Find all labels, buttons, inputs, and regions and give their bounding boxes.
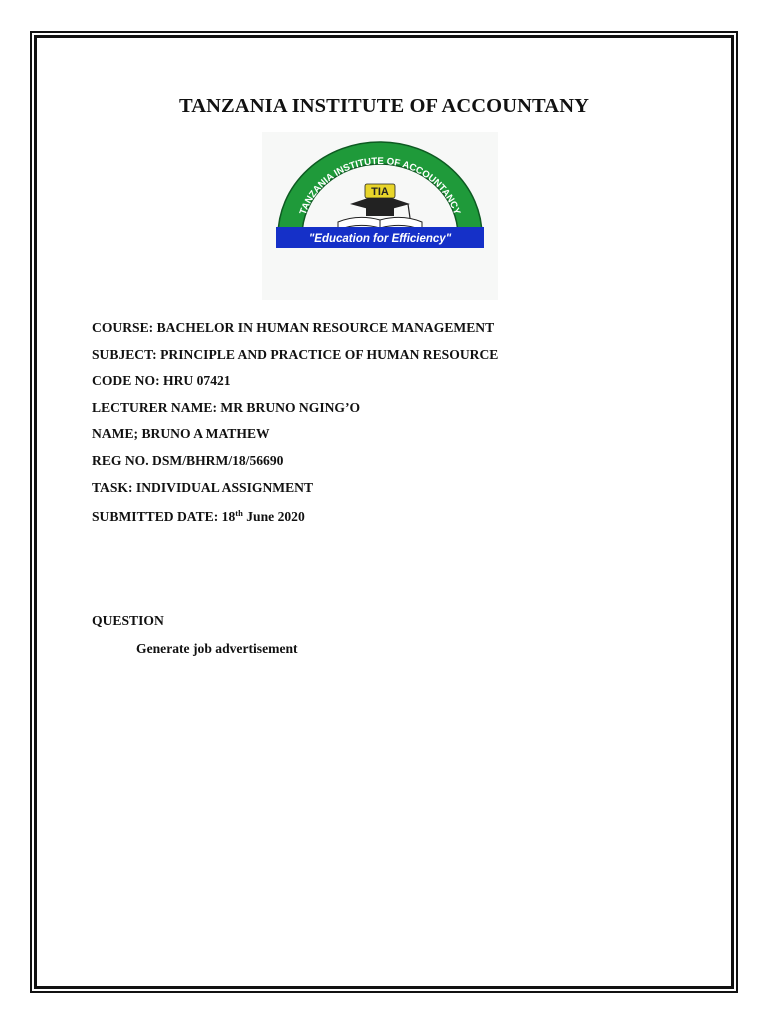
reg-no-line: REG NO. DSM/BHRM/18/56690 [92,452,284,468]
submitted-date-prefix: SUBMITTED DATE: 18 [92,509,236,525]
submitted-date-ordinal: th [235,508,243,519]
institute-logo [262,132,498,300]
question-heading: QUESTION [92,613,164,628]
question-text: Generate job advertisement [136,641,298,656]
name-line: NAME; BRUNO A MATHEW [92,426,270,442]
lecturer-line: LECTURER NAME: MR BRUNO NGING’O [92,399,361,415]
submitted-date-line [92,504,692,531]
cap-tassel [408,204,410,218]
logo-emblem [262,132,498,300]
institute-title: TANZANIA INSTITUTE OF ACCOUNTANY [178,95,590,117]
submitted-date-suffix: June 2020 [242,509,305,525]
motto-text: "Education for Efficiency" [308,233,452,245]
code-line: CODE NO: HRU 07421 [92,373,231,389]
cap-base [366,207,394,216]
course-line: COURSE: BACHELOR IN HUMAN RESOURCE MANAGEMENT [92,320,495,335]
logo-arc-text: TANZANIA INSTITUTE OF ACCOUNTANCY [297,155,463,217]
tia-text: TIA [371,186,389,198]
assignment-details [92,318,692,531]
task-line: TASK: INDIVIDUAL ASSIGNMENT [92,479,314,495]
subject-line: SUBJECT: PRINCIPLE AND PRACTICE OF HUMAN RESOURCE [92,346,499,362]
